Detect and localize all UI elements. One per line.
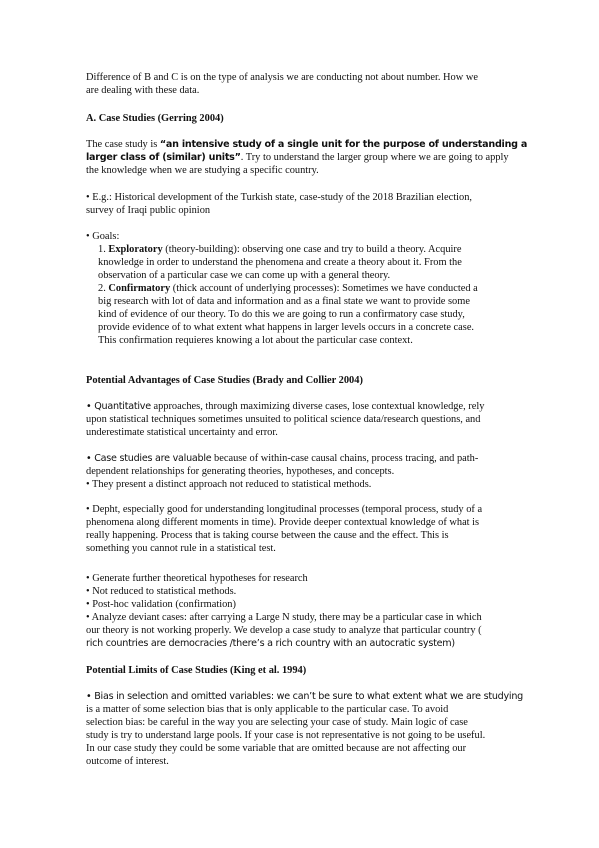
text-line: This confirmation requieres knowing a lot about the particular case context. — [98, 335, 413, 346]
text-line — [86, 400, 516, 413]
heading-text: A. Case Studies (Gerring 2004) — [86, 113, 224, 124]
text-line: study is try to understand large pools. If your case is not representative is not going to be useful. — [86, 730, 486, 741]
goal-text: (theory-building): observing one case and try to build a theory. Acquire — [162, 244, 462, 255]
list-item: • Not reduced to statistical methods. — [86, 586, 237, 597]
intro-paragraph — [86, 71, 516, 97]
list-item: • Generate further theoretical hypotheses for research — [86, 573, 308, 584]
list-item: • Post-hoc validation (confirmation) — [86, 599, 236, 610]
goal-exploratory — [86, 243, 516, 256]
text-span: because of within-case causal chains, process tracing, and path- — [211, 453, 479, 464]
text-line: • Depht, especially good for understanding longitudinal processes (temporal process, study of a — [86, 504, 483, 515]
text-line: the knowledge when we are studying a specific country. — [86, 165, 319, 176]
text-line: our theory is not working properly. We develop a case study to analyze that particular country ( — [86, 625, 482, 636]
text-line: rich countries are democracies /there’s a rich country with an autocratic system) — [86, 638, 455, 649]
text-line: phenomena along different moments in time). Provide deeper contextual knowledge of what is — [86, 517, 480, 528]
definition-prefix: The case study is — [86, 139, 160, 150]
heading-text: Potential Advantages of Case Studies (Brady and Collier 2004) — [86, 375, 363, 386]
text-line: In our case study they could be some variable that are omitted because are not affecting our — [86, 743, 467, 754]
text-line — [86, 151, 516, 164]
text-line: • E.g.: Historical development of the Turkish state, case-study of the 2018 Brazilian election, — [86, 192, 472, 203]
advantages-case-studies-valuable — [86, 452, 516, 491]
text-line: kind of evidence of our theory. To do this we are going to run a confirmatory case study, — [98, 309, 465, 320]
goals-label: • Goals: — [86, 231, 120, 242]
section-heading-limits — [86, 664, 516, 677]
goals-list — [86, 230, 516, 347]
text-line: observation of a particular case we can come up with a general theory. — [98, 270, 391, 281]
text-line: • Bias in selection and omitted variables: we can’t be sure to what extent what we are studying — [86, 691, 524, 702]
advantages-depth — [86, 503, 516, 555]
text-span: approaches, through maximizing diverse cases, lose contextual knowledge, rely — [150, 401, 485, 412]
text-line: are dealing with these data. — [86, 85, 200, 96]
advantages-bullets — [86, 572, 516, 650]
case-study-definition — [86, 138, 528, 177]
goal-number: 1. — [98, 244, 109, 255]
advantages-quantitative — [86, 400, 516, 439]
heading-text: Potential Limits of Case Studies (King et al. 1994) — [86, 665, 307, 676]
goal-confirmatory — [86, 282, 516, 295]
goal-term: Confirmatory — [108, 283, 171, 294]
section-heading-advantages — [86, 374, 516, 387]
example-bullet — [86, 191, 516, 217]
text-line: big research with lot of data and information and as a final state we want to provide some — [98, 296, 470, 307]
text-line: dependent relationships for generating theories, hypotheses, and concepts. — [86, 466, 395, 477]
definition-quote: larger class of (similar) units” — [86, 152, 241, 163]
text-line: upon statistical techniques sometimes unsuited to political science data/research questions, and — [86, 414, 481, 425]
definition-rest: . Try to understand the larger group where we are going to apply — [240, 152, 509, 163]
highlight-term: • Case studies are valuable — [86, 453, 212, 464]
text-line: really happening. Process that is taking course between the cause and the effect. This is — [86, 530, 449, 541]
list-item: • Analyze deviant cases: after carrying a Large N study, there may be a particular case in which — [86, 612, 482, 623]
text-line: provide evidence of to what extent what happens in larger levels occurs in a concrete case. — [98, 322, 475, 333]
text-line — [86, 138, 528, 151]
text-line: • They present a distinct approach not reduced to statistical methods. — [86, 479, 372, 490]
definition-quote: “an intensive study of a single unit for the purpose of understanding a — [159, 139, 528, 150]
goal-text: (thick account of underlying processes): Sometimes we have conducted a — [170, 283, 478, 294]
text-line: survey of Iraqi public opinion — [86, 205, 211, 216]
goal-term: Exploratory — [108, 244, 163, 255]
goal-number: 2. — [98, 283, 109, 294]
text-line: selection bias: be careful in the way you are selecting your case of study. Main logic of case — [86, 717, 468, 728]
text-line: outcome of interest. — [86, 756, 169, 767]
section-heading-case-studies — [86, 112, 516, 125]
text-line: something you cannot rule in a statistical test. — [86, 543, 276, 554]
limits-bias-paragraph — [86, 690, 524, 768]
text-line: underestimate statistical uncertainty and error. — [86, 427, 278, 438]
highlight-term: • Quantitative — [86, 401, 151, 412]
text-line: Difference of B and C is on the type of analysis we are conducting not about number. How we — [86, 72, 478, 83]
text-line: is a matter of some selection bias that is only applicable to the particular case. To avoid — [86, 704, 449, 715]
text-line — [86, 452, 516, 465]
text-line: knowledge in order to understand the phenomena and create a theory about it. From the — [98, 257, 462, 268]
